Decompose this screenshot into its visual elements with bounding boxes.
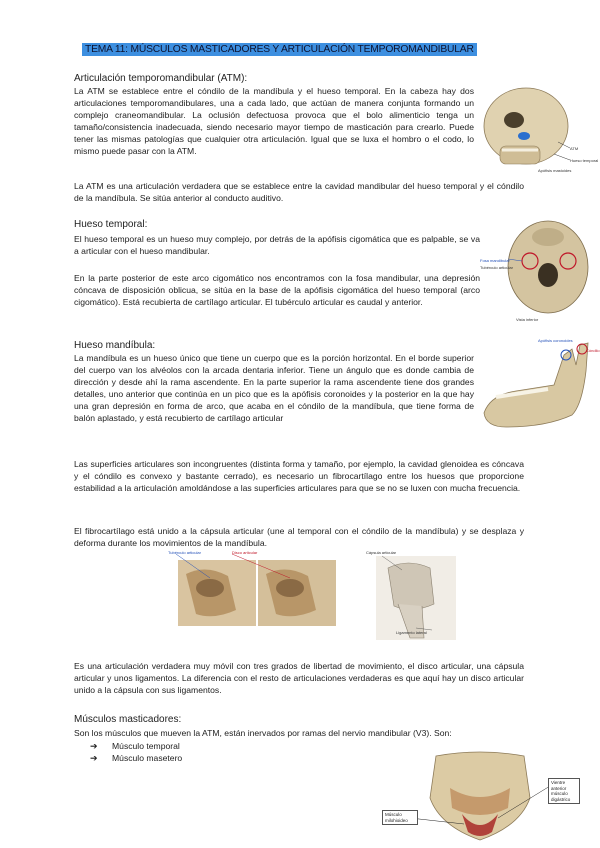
atm-paragraph-2: La ATM es una articulación verdadera que se establece entre la cavidad mandibular del hueso temporal y el cóndilo de la mandíbula. Se sitúa anterior al conducto auditivo. xyxy=(74,181,524,203)
temporal-heading: Hueso temporal: xyxy=(74,219,148,230)
list-item xyxy=(90,752,182,764)
musculos-paragraph-1: Son los músculos que mueven la ATM, están inervados por ramas del nervio mandibular (V3). Son: xyxy=(74,728,452,738)
label-milohioideo: Músculo milohioideo xyxy=(382,810,418,825)
label-mastoides: Apófisis mastoides xyxy=(538,168,572,173)
skull-lateral-figure xyxy=(478,80,600,176)
label-fosa-mandibular: Fosa mandibular xyxy=(480,258,510,263)
mandible-figure xyxy=(476,335,600,440)
label-disco-articular: Disco articular xyxy=(232,550,258,555)
label-vista-inferior: Vista inferior xyxy=(516,317,539,322)
joint-section-figure xyxy=(166,550,344,630)
label-tuberculo-articular: Tubérculo articular xyxy=(168,550,201,555)
label-condilo: Cóndilo xyxy=(586,348,600,353)
label-atm: ATM xyxy=(570,146,579,151)
list-item xyxy=(90,740,182,752)
label-tuberculo: Tubérculo articular xyxy=(480,265,513,270)
page-title: TEMA 11: MÚSCULOS MASTICADORES Y ARTICULACIÓN TEMPOROMANDIBULAR xyxy=(82,43,477,56)
mandibula-paragraph-3: El fibrocartílago está unido a la cápsula articular (une al temporal con el cóndilo de la mandíbula) y se desplaza y deforma durante los movimientos de la mandíbula. xyxy=(74,526,524,548)
mandibula-paragraph-4: Es una articulación verdadera muy móvil con tres grados de libertad de movimiento, el disco articular, una cápsula articular y unos ligamentos. La diferencia con el resto de articulaciones verdaderas es que aquí hay un disco articular unido a la cápsula con sus ligamentos. xyxy=(74,661,524,695)
label-temporal: Hueso temporal xyxy=(570,158,599,163)
arrow-right-icon: ➔ xyxy=(90,741,98,751)
label-ligamento-lateral: Ligamento lateral xyxy=(396,630,427,635)
mandibula-paragraph-1: La mandíbula es un hueso único que tiene un cuerpo que es la porción horizontal. En el borde superior del cuerpo van los alvéolos con la arcada dentaria inferior. Tiene un ángulo que es donde cambia de dirección y desde ahí la rama ascendente. En la parte superior la rama ascendente tiene dos grandes detalles, uno anterior que continúa en un pico que es la apófisis coronoides y la posterior en la que hay una gran depresión en forma de arco, que acaba en el cóndilo de la mandíbula, que tiene forma de balón aplastado, y está recubierto de cartílago articular xyxy=(74,353,474,423)
mandibula-heading: Hueso mandíbula: xyxy=(74,340,156,351)
temporal-paragraph-1: El hueso temporal es un hueso muy complejo, por detrás de la apófisis cigomática que es palpable, se va a articular con el hueso mandibular. xyxy=(74,234,480,256)
musculos-heading: Músculos masticadores: xyxy=(74,714,182,725)
list-item-label: Músculo temporal xyxy=(112,741,180,751)
skull-base-figure xyxy=(478,215,600,325)
arrow-right-icon: ➔ xyxy=(90,753,98,763)
label-coronoides: Apófisis coronoides xyxy=(538,338,573,343)
label-capsula-articular: Cápsula articular xyxy=(366,550,397,555)
temporal-paragraph-2: En la parte posterior de este arco cigomático nos encontramos con la fosa mandibular, una depresión cóncava de disposición oblicua, se sitúa en la base de la apófisis cigomática del hueso temporal (arco cigomático). Está recubierta de cartílago articular. El tubérculo articular es caudal y anterior. xyxy=(74,273,480,307)
capsule-figure xyxy=(358,548,464,644)
jaw-muscles-figure xyxy=(380,748,580,848)
label-digastrico: Vientre anterior músculo digástrico xyxy=(548,778,580,804)
list-item-label: Músculo masetero xyxy=(112,753,183,763)
atm-heading: Articulación temporomandibular (ATM): xyxy=(74,73,248,84)
atm-paragraph-1: La ATM se establece entre el cóndilo de la mandíbula y el hueso temporal. En la cabeza hay dos articulaciones temporomandibulares, una a cada lado, que actúan de manera conjunta formando un complejo craneomandibular. La oclusión defectuosa provoca que el bolo alimenticio tenga un tamaño/consistencia inadecuada, siendo necesario mayor tiempo de masticación para crearlo. Puede tener las mismas patologías que cualquier otra articulación. Igual que se luxa el hombro o el codo, lo mismo puede pasar con la ATM. xyxy=(74,86,474,156)
mandibula-paragraph-2: Las superficies articulares son incongruentes (distinta forma y tamaño, por ejemplo, la cavidad glenoidea es cóncava y el cóndilo es convexo y bastante cerrado), es necesario un fibrocartílago entre los huesos que proporcione estabilidad a la articulación amoldándose a las superficies articulares para que se no se luxen con mucha frecuencia. xyxy=(74,459,524,493)
musculos-list xyxy=(90,740,182,764)
